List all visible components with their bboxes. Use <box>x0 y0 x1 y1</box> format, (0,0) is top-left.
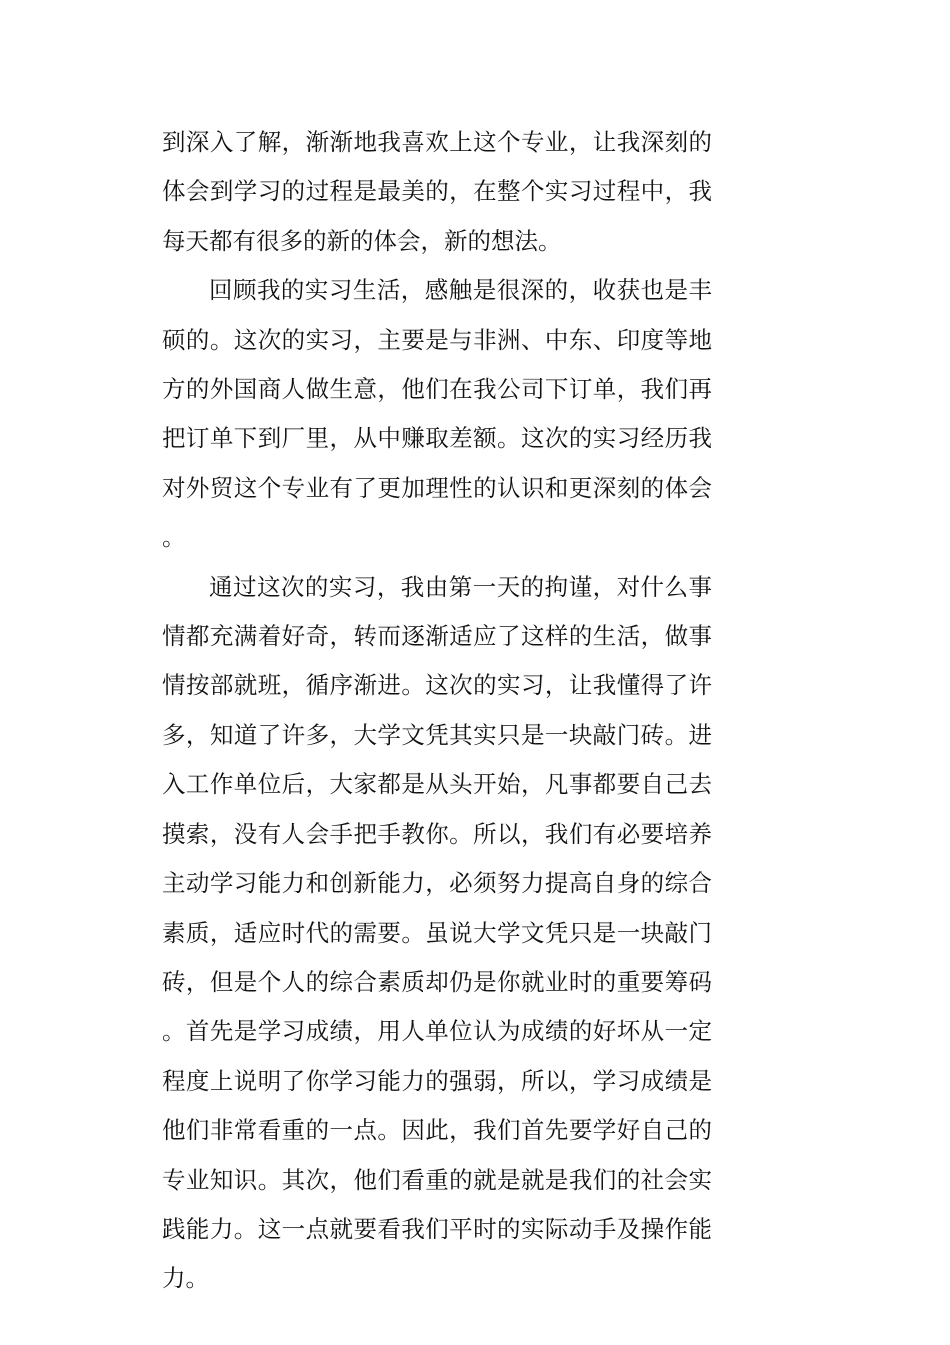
paragraph-internship-lessons: 通过这次的实习，我由第一天的拘谨，对什么事情都充满着好奇，转而逐渐适应了这样的生活，做事情按部就班，循序渐进。这次的实习，让我懂得了许多，知道了许多，大学文凭其实只是一块敲门砖。进入工作单位后，大家都是从头开始，凡事都要自己去摸索，没有人会手把手教你。所以，我们有必要培养主动学习能力和创新能力，必须努力提高自身的综合素质，适应时代的需要。虽说大学文凭只是一块敲门砖，但是个人的综合素质却仍是你就业时的重要筹码。首先是学习成绩，用人单位认为成绩的好坏从一定程度上说明了你学习能力的强弱，所以，学习成绩是他们非常看重的一点。因此，我们首先要学好自己的专业知识。其次，他们看重的就是就是我们的社会实践能力。这一点就要看我们平时的实际动手及操作能力。 <box>162 572 712 1293</box>
document-body <box>162 118 712 1304</box>
paragraph-internship-review: 回顾我的实习生活，感触是很深的，收获也是丰硕的。这次的实习，主要是与非洲、中东、印度等地方的外国商人做生意，他们在我公司下订单，我们再把订单下到厂里，从中赚取差额。这次的实习经历我对外贸这个专业有了更加理性的认识和更深刻的体会。 <box>162 276 712 552</box>
paragraph-continuation: 到深入了解，渐渐地我喜欢上这个专业，让我深刻的体会到学习的过程是最美的，在整个实习过程中，我每天都有很多的新的体会，新的想法。 <box>162 128 712 255</box>
